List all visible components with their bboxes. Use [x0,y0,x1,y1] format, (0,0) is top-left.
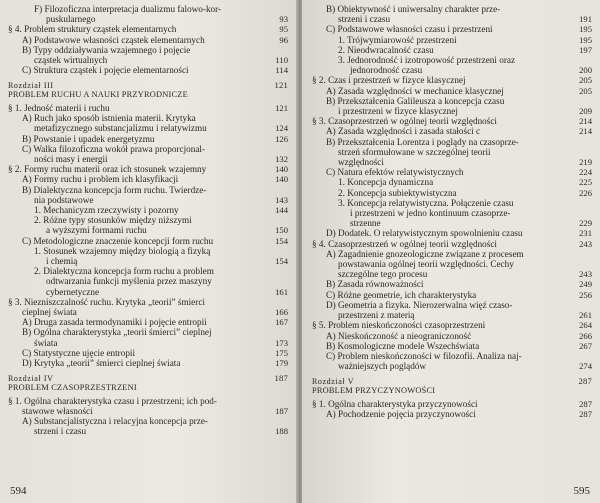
toc-page-number: 175 [275,347,288,358]
toc-entry-text: B) Zasada równoważności [326,279,424,290]
toc-entry-text: szczególne tego procesu [338,269,428,280]
toc-entry[interactable] [312,96,592,106]
toc-entry[interactable] [312,300,592,310]
toc-entry[interactable] [8,134,288,144]
toc-entry[interactable] [8,205,288,215]
toc-entry[interactable] [8,14,288,24]
toc-entry-text: strzeń sformułowane w szczególnej teorii [338,146,491,157]
toc-page-number: 154 [275,235,288,246]
toc-page-number: 261 [579,310,592,321]
toc-entry-text: względności [338,157,384,168]
toc-entry[interactable] [8,195,288,205]
toc-page-number: 114 [275,65,288,76]
toc-page-number: 214 [579,126,592,137]
toc-entry-text: cieplnej świata [22,306,77,317]
toc-entry[interactable] [312,188,592,198]
toc-page-number: 226 [579,187,592,198]
toc-entry-text: strzeni i czasu [338,14,391,25]
toc-entry[interactable] [8,35,288,45]
toc-entry-text: nia podstawowe [34,194,94,205]
toc-entry-text: C) Podstawowe własności czasu i przestrzeni [326,24,493,35]
toc-entry[interactable] [8,103,288,113]
toc-entry[interactable] [8,338,288,348]
toc-entry-text: A) Ruch jako sposób istnienia materii. Krytyka [22,113,196,124]
toc-entry[interactable] [312,239,592,249]
toc-entry[interactable] [312,409,592,419]
toc-page-number: 161 [275,286,288,297]
toc-entry[interactable] [8,297,288,307]
toc-entry[interactable] [8,396,288,406]
toc-page-number: 249 [579,279,592,290]
toc-entry[interactable] [8,327,288,337]
toc-page-number: 195 [579,24,592,35]
toc-entry[interactable] [312,45,592,55]
toc-page-number: 229 [579,218,592,229]
toc-entry[interactable] [312,137,592,147]
toc-entry[interactable] [8,45,288,55]
toc-page-number: 95 [279,24,288,35]
left-toc [8,4,288,437]
left-page [0,0,298,503]
toc-page-number: 188 [275,426,288,437]
toc-entry-text: C) Walka filozoficzna wokół prawa proporcjonal- [22,143,206,154]
toc-entry[interactable] [312,290,592,300]
toc-entry[interactable] [312,331,592,341]
toc-entry[interactable] [8,123,288,133]
toc-entry[interactable] [312,65,592,75]
toc-entry-text: strzeni i czasu [34,426,87,437]
toc-entry[interactable] [312,14,592,24]
toc-entry-text: 2. Dialektyczna koncepcja form ruchu a problem [34,266,214,277]
toc-page-number: 267 [579,340,592,351]
toc-entry-text: B) Ogólna charakterystyka „teorii śmierci” cieplnej [22,327,212,338]
toc-entry[interactable] [312,399,592,409]
toc-page-number: 231 [579,228,592,239]
toc-entry[interactable] [8,225,288,235]
toc-page-number: 140 [275,164,288,175]
toc-entry[interactable] [312,167,592,177]
toc-entry[interactable] [312,218,592,228]
toc-entry-text: B) Powstanie i upadek energetyzmu [22,133,155,144]
toc-page-number: 187 [275,405,288,416]
toc-entry-text: strzenne [350,218,381,229]
toc-page-number: 287 [579,409,592,420]
toc-entry[interactable] [8,307,288,317]
toc-page-number: 150 [275,225,288,236]
toc-entry-text: 1. Koncepcja dynamiczna [338,177,434,188]
toc-entry-text: 2. Nieodwracalność czasu [338,44,434,55]
toc-entry[interactable] [312,310,592,320]
toc-entry-text: odtwarzania funkcji myślenia przez maszyny [46,276,212,287]
toc-entry-text: cząstek wirtualnych [34,55,108,66]
toc-entry-text: 1. Mechanicyzm rzeczywisty i pozorny [34,204,179,215]
toc-entry-text: 2. Różne typy stosunków między niższymi [34,215,192,226]
toc-entry[interactable] [8,426,288,436]
toc-page-number: 173 [275,337,288,348]
toc-page-number: 287 [579,398,592,409]
toc-entry[interactable] [8,185,288,195]
chapter-label: Rozdział III [8,81,54,91]
toc-entry-text: D) Krytyka „teorii” śmierci cieplnej świata [22,358,181,368]
toc-entry-text: A) Zasada względności i zasada stałości c [326,126,481,137]
toc-entry-text: A) Zagadnienie gnozeologiczne związane z procesem [326,248,524,259]
toc-entry[interactable] [312,147,592,157]
toc-page-number: 144 [275,204,288,215]
right-page [302,0,600,503]
toc-entry[interactable] [312,106,592,116]
toc-page-number: 179 [275,358,288,368]
toc-entry-text: 3. Jednorodność i izotropowość przestrzeni oraz [338,55,516,66]
toc-entry-text: 2. Koncepcja subiektywistyczna [338,187,457,198]
toc-entry-text: powstawania ogólnej teorii względności. Cechy [338,259,514,270]
toc-entry-text: § 3. Niezniszczalność ruchu. Krytyka „teorii” śmierci [8,296,205,307]
toc-entry-text: C) Metodologiczne znaczenie koncepcji form ruchu [22,235,214,246]
chapter-label: Rozdział IV [8,374,54,384]
toc-entry[interactable] [312,177,592,187]
toc-entry-text: § 2. Formy ruchu materii oraz ich stosunek wzajemny [8,164,207,175]
toc-page-number: 191 [579,14,592,25]
toc-entry-text: § 3. Czasoprzestrzeń w ogólnej teorii względności [312,116,497,127]
toc-entry-text: świata [34,337,58,348]
page-number-left: 594 [10,485,27,497]
toc-entry-text: D) Dodatek. O relatywistycznym spowolnieniu czasu [326,228,523,239]
toc-entry-text: A) Nieskończoność a nieograniczoność [326,330,472,341]
toc-entry-text: § 1. Jedność materii i ruchu [8,102,110,113]
toc-entry[interactable] [8,4,288,14]
toc-entry[interactable] [312,157,592,167]
toc-entry[interactable] [8,65,288,75]
toc-entry-text: A) Formy ruchu i problem ich klasyfikacji [22,174,179,185]
toc-entry-text: metafizycznego substancjalizmu i relatywizmu [34,123,207,134]
toc-page-number: 154 [275,255,288,266]
toc-page-number: 200 [579,65,592,76]
toc-entry-text: jednorodność czasu [350,65,423,76]
toc-entry-text: C) Problem nieskończoności w filozofii. Analiza naj- [326,350,522,361]
toc-entry-text: A) Zasada względności w mechanice klasycznej [326,85,504,96]
toc-entry-text: stawowe własności [22,405,93,416]
toc-entry-text: 1. Trójwymiarowość przestrzeni [338,34,457,45]
toc-entry-text: puskularnego [46,14,96,25]
toc-entry-text: § 4. Czasoprzestrzeń w ogólnej teorii względności [312,238,497,249]
chapter-title-text: PROBLEM CZASOPRZESTRZENI [8,383,137,393]
toc-page-number: 140 [275,174,288,185]
toc-entry-text: A) Druga zasada termodynamiki i pojęcie entropii [22,317,207,328]
toc-entry[interactable] [312,341,592,351]
toc-entry-text: ważniejszych poglądów [338,361,427,372]
toc-entry-text: C) Różne geometrie, ich charakterystyka [326,289,477,300]
chapter-page-number: 121 [274,80,288,91]
toc-entry-text: cybernetyczne [46,286,100,297]
toc-entry[interactable] [312,361,592,371]
toc-entry[interactable] [8,236,288,246]
toc-entry-text: § 2. Czas i przestrzeń w fizyce klasycznej [312,75,466,86]
toc-page-number: 266 [579,330,592,341]
toc-page-number: 225 [579,177,592,188]
toc-entry-text: 3. Koncepcja relatywistyczna. Połączenie czasu [338,197,514,208]
toc-entry-text: 1. Stosunek wzajemny między biologią a fizyką [34,245,211,256]
toc-page-number: 214 [579,116,592,127]
toc-entry[interactable] [8,256,288,266]
toc-entry[interactable] [8,215,288,225]
toc-page-number: 121 [275,102,288,113]
toc-entry[interactable] [8,266,288,276]
toc-entry-text: § 5. Problem nieskończoności czasoprzestrzeni [312,320,486,331]
chapter-label: Rozdział V [312,377,355,387]
toc-entry-text: C) Struktura cząstek i pojęcie elementarności [22,65,189,76]
toc-page-number: 205 [579,85,592,96]
toc-entry-text: § 1. Ogólna charakterystyka czasu i przestrzeni; ich pod- [8,395,217,406]
toc-entry[interactable] [8,406,288,416]
chapter-page-number: 187 [274,373,288,384]
toc-entry-text: przestrzeni z materią [338,310,415,321]
toc-entry-text: ności masy i energii [34,153,108,164]
toc-entry[interactable] [312,228,592,238]
toc-entry[interactable] [312,208,592,218]
toc-entry[interactable] [8,164,288,174]
toc-entry[interactable] [312,4,592,14]
chapter-title-text: PROBLEM PRZYCZYNOWOŚCI [312,386,436,396]
toc-page-number: 195 [579,34,592,45]
toc-entry[interactable] [8,55,288,65]
toc-page-number: 219 [579,157,592,168]
toc-page-number: 167 [275,317,288,328]
toc-page-number: 110 [275,55,288,66]
toc-entry[interactable] [8,317,288,327]
toc-entry[interactable] [8,113,288,123]
toc-entry-text: i przestrzeni w fizyce klasycznej [338,106,458,117]
toc-entry[interactable] [312,55,592,65]
toc-entry[interactable] [312,269,592,279]
toc-entry-text: A) Pochodzenie pojęcia przyczynowości [326,409,476,420]
toc-entry[interactable] [8,144,288,154]
toc-entry[interactable] [8,154,288,164]
toc-entry[interactable] [312,24,592,34]
toc-entry[interactable] [312,259,592,269]
toc-entry-text: i chemią [46,255,78,266]
toc-entry[interactable] [312,116,592,126]
toc-entry-text: a wyższymi formami ruchu [46,225,147,236]
toc-entry[interactable] [8,276,288,286]
toc-entry-text: B) Przekształcenia Galileusza a koncepcja czasu [326,95,505,106]
toc-entry[interactable] [312,198,592,208]
toc-page-number: 209 [579,106,592,117]
toc-page-number: 224 [579,167,592,178]
chapter-title-text: PROBLEM RUCHU A NAUKI PRZYRODNICZE [8,90,188,100]
toc-entry-text: A) Substancjalistyczna i relacyjna koncepcja prze- [22,416,208,427]
toc-entry-text: B) Dialektyczna koncepcja form ruchu. Twierdze- [22,184,207,195]
toc-page-number: 124 [275,123,288,134]
toc-entry[interactable] [8,416,288,426]
toc-entry-text: D) Geometria a fizyka. Nierozerwalna więź czaso- [326,299,513,310]
toc-page-number: 143 [275,194,288,205]
toc-entry[interactable] [8,174,288,184]
toc-page-number: 166 [275,306,288,317]
toc-entry-text: § 4. Problem struktury cząstek elementarnych [8,24,177,35]
toc-page-number: 96 [279,34,288,45]
toc-entry[interactable] [8,24,288,34]
toc-entry[interactable] [8,246,288,256]
page-number-right: 595 [573,485,590,497]
toc-entry[interactable] [312,86,592,96]
toc-entry-text: F) Filozoficzna interpretacja dualizmu falowo-kor- [34,4,222,14]
toc-entry[interactable] [312,351,592,361]
toc-page-number: 243 [579,238,592,249]
toc-entry[interactable] [312,279,592,289]
toc-page-number: 256 [579,289,592,300]
toc-entry[interactable] [8,358,288,368]
toc-entry-text: B) Kosmologiczne modele Wszechświata [326,340,480,351]
toc-entry-text: B) Typy oddziaływania wzajemnego i pojęcie [22,44,191,55]
toc-page-number: 243 [579,269,592,280]
toc-entry[interactable] [312,75,592,85]
chapter-page-number: 287 [578,376,592,387]
toc-entry[interactable] [312,126,592,136]
toc-entry[interactable] [8,348,288,358]
toc-page-number: 197 [579,44,592,55]
toc-entry-text: A) Podstawowe własności cząstek elementarnych [22,34,205,45]
right-toc [312,4,592,419]
toc-entry-text: C) Statystyczne ujęcie entropii [22,347,136,358]
toc-entry-text: C) Natura efektów relatywistycznych [326,167,464,178]
toc-entry[interactable] [8,287,288,297]
toc-page-number: 132 [275,153,288,164]
toc-entry[interactable] [312,35,592,45]
toc-page-number: 274 [579,361,592,372]
toc-entry-text: B) Przekształcenia Lorentza i poglądy na czasoprze- [326,136,519,147]
toc-entry-text: i przestrzeni w jedno kontinuum czasoprze- [350,208,511,219]
toc-page-number: 205 [579,75,592,86]
toc-page-number: 126 [275,133,288,144]
toc-page-number: 264 [579,320,592,331]
toc-entry[interactable] [312,249,592,259]
toc-entry-text: B) Obiektywność i uniwersalny charakter prze- [326,4,501,14]
toc-entry[interactable] [312,320,592,330]
toc-page-number: 93 [279,14,288,25]
toc-entry-text: § 1. Ogólna charakterystyka przyczynowości [312,398,478,409]
